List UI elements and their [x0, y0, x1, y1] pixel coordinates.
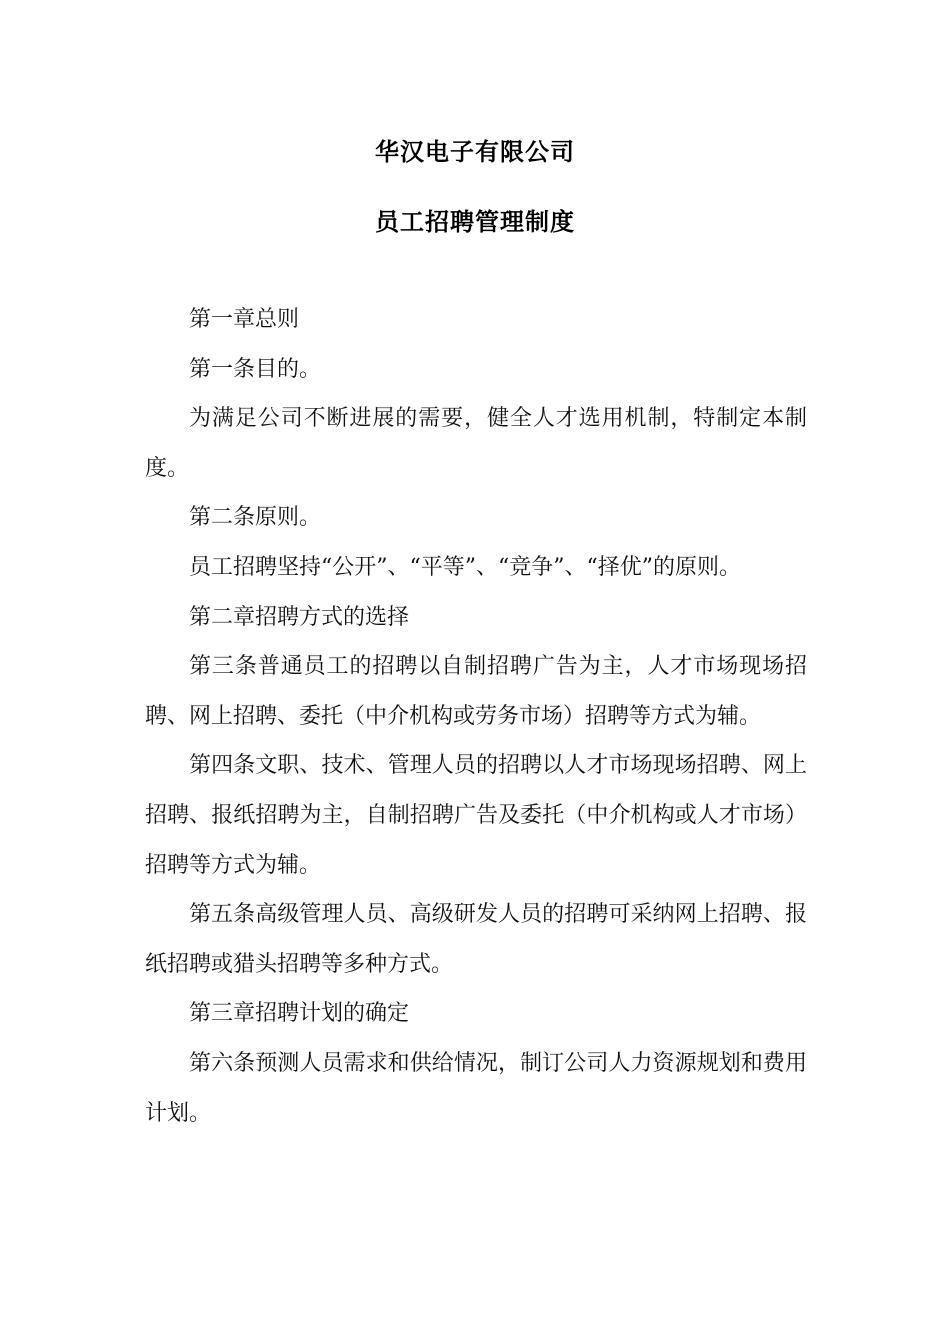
company-title: 华汉电子有限公司 [375, 138, 575, 166]
body-paragraph: 第五条高级管理人员、高级研发人员的招聘可采纳网上招聘、报纸招聘或猎头招聘等多种方式。 [145, 902, 807, 977]
body-paragraph: 第四条文职、技术、管理人员的招聘以人才市场现场招聘、网上招聘、报纸招聘为主，自制招聘广告及委托（中介机构或人才市场）招聘等方式为辅。 [145, 753, 807, 878]
article-heading: 第二条原则。 [189, 505, 322, 531]
chapter-heading: 第一章总则 [189, 307, 300, 332]
chapter-heading: 第三章招聘计划的确定 [189, 1001, 410, 1027]
body-paragraph: 第三条普通员工的招聘以自制招聘广告为主，人才市场现场招聘、网上招聘、委托（中介机构或劳务市场）招聘等方式为辅。 [145, 654, 807, 729]
body-paragraph: 员工招聘坚持“公开”、“平等”、“竞争”、“择优”的原则。 [189, 554, 741, 580]
body-paragraph: 第六条预测人员需求和供给情况，制订公司人力资源规划和费用计划。 [145, 1050, 807, 1126]
body-paragraph: 为满足公司不断进展的需要，健全人才选用机制，特制定本制度。 [145, 406, 807, 481]
document-title: 员工招聘管理制度 [375, 208, 575, 236]
document-body [145, 295, 807, 1138]
article-heading: 第一条目的。 [189, 356, 322, 382]
chapter-heading: 第二章招聘方式的选择 [189, 604, 410, 630]
